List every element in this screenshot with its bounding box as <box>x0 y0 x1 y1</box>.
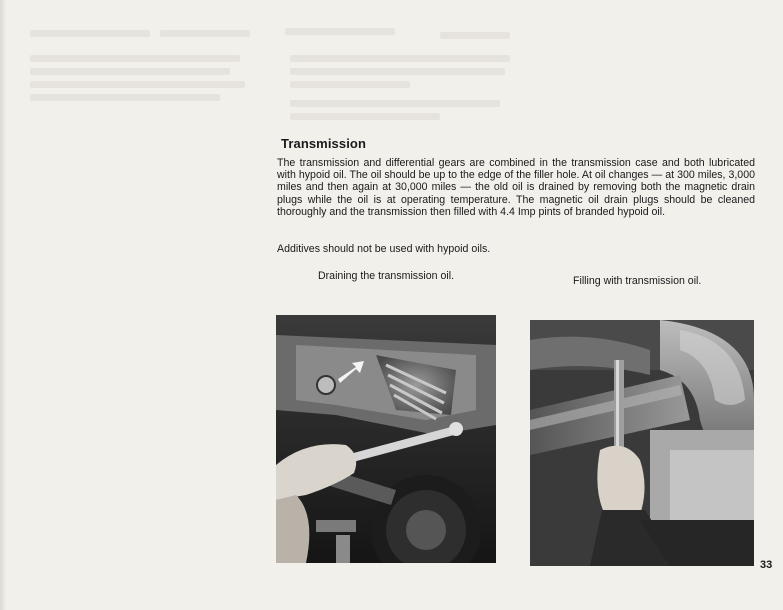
draining-photo <box>276 315 496 563</box>
additives-note: Additives should not be used with hypoid oils. <box>277 243 491 255</box>
page-number: 33 <box>760 559 773 571</box>
body-paragraph: The transmission and differential gears are combined in the transmission case and both lubricated with hypoid oil. The oil should be up to the edge of the filler hole. At oil changes — at 300 miles, 3,000 miles and then again at 30,000 miles — the old oil is drained by removing both the magnetic drain plugs while the oil is at operating temperature. The magnetic oil drain plugs should be cleaned thoroughly and the transmission then filled with 4.4 Imp pints of branded hypoid oil. <box>277 157 755 218</box>
section-title: Transmission <box>281 136 367 151</box>
filling-photo <box>530 320 754 566</box>
page-edge-shadow <box>0 0 6 610</box>
caption-filling: Filling with transmission oil. <box>573 275 702 287</box>
caption-draining: Draining the transmission oil. <box>318 270 455 282</box>
